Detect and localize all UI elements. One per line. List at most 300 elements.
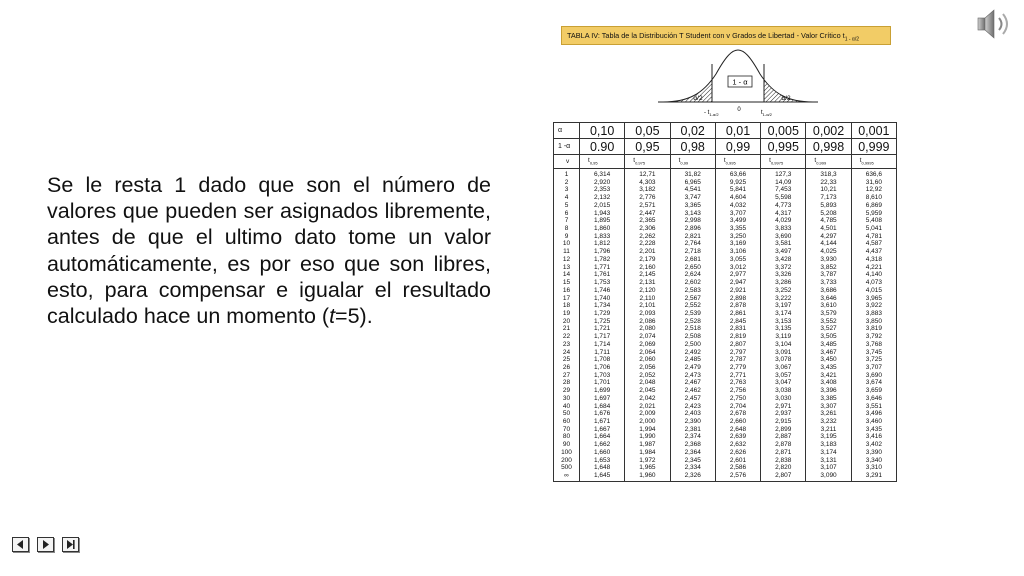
value-cell: 3,707: [715, 210, 760, 218]
value-cell: 3,725: [851, 356, 896, 364]
value-cell: 1,701: [580, 379, 625, 387]
v-cell: 11: [554, 248, 580, 256]
value-cell: 2,447: [625, 210, 670, 218]
value-cell: 2,052: [625, 372, 670, 380]
alpha-label: α: [554, 123, 580, 139]
value-cell: 3,787: [806, 271, 851, 279]
value-cell: 3,078: [761, 356, 806, 364]
value-cell: 5,893: [806, 202, 851, 210]
value-cell: 3,169: [715, 240, 760, 248]
value-cell: 2,626: [715, 449, 760, 457]
table-row: [554, 233, 897, 241]
first-slide-button[interactable]: [12, 537, 29, 552]
table-row: [554, 379, 897, 387]
value-cell: 6,314: [580, 169, 625, 179]
t-label-row: [554, 155, 897, 169]
value-cell: 3,421: [806, 372, 851, 380]
value-cell: 2,845: [715, 318, 760, 326]
next-slide-icon: [38, 538, 53, 551]
value-cell: 1,697: [580, 395, 625, 403]
value-cell: 3,104: [761, 341, 806, 349]
value-cell: 12,92: [851, 186, 896, 194]
value-cell: 2,045: [625, 387, 670, 395]
v-cell: 50: [554, 410, 580, 418]
value-cell: 1,703: [580, 372, 625, 380]
table-row: [554, 333, 897, 341]
value-cell: 3,610: [806, 302, 851, 310]
alpha-cell: 0,02: [670, 123, 715, 139]
value-cell: 2,467: [670, 379, 715, 387]
value-cell: 1,699: [580, 387, 625, 395]
t-label-cell: $t_{0,995}$: [715, 155, 760, 169]
v-cell: 25: [554, 356, 580, 364]
table-row: [554, 349, 897, 357]
value-cell: 3,106: [715, 248, 760, 256]
v-cell: 15: [554, 279, 580, 287]
value-cell: 2,787: [715, 356, 760, 364]
table-row: [554, 310, 897, 318]
value-cell: 4,781: [851, 233, 896, 241]
value-cell: 5,408: [851, 217, 896, 225]
value-cell: 2,518: [670, 325, 715, 333]
value-cell: 3,222: [761, 295, 806, 303]
value-cell: 3,250: [715, 233, 760, 241]
table-row: [554, 464, 897, 472]
v-cell: 2: [554, 179, 580, 187]
alpha-cell: 0,005: [761, 123, 806, 139]
value-cell: 2,101: [625, 302, 670, 310]
axis-right-label: $t_{1-\alpha/2}$: [761, 110, 772, 117]
value-cell: 1,740: [580, 295, 625, 303]
value-cell: 2,479: [670, 364, 715, 372]
value-cell: 2,821: [670, 233, 715, 241]
value-cell: 2,567: [670, 295, 715, 303]
first-slide-icon: [13, 538, 28, 551]
value-cell: 1,684: [580, 403, 625, 411]
t-label-cell: $t_{0,975}$: [625, 155, 670, 169]
table-row: [554, 441, 897, 449]
bell-right-label: α/2: [781, 95, 791, 102]
value-cell: 3,291: [851, 472, 896, 481]
value-cell: 3,153: [761, 318, 806, 326]
value-cell: 3,107: [806, 464, 851, 472]
value-cell: 2,069: [625, 341, 670, 349]
value-cell: 1,676: [580, 410, 625, 418]
v-cell: 1: [554, 169, 580, 179]
value-cell: 4,773: [761, 202, 806, 210]
paragraph-text-end: =5).: [335, 304, 373, 329]
alpha-cell: 0,001: [851, 123, 896, 139]
slide-navigation: [12, 537, 79, 552]
value-cell: 3,747: [670, 194, 715, 202]
table-row: [554, 248, 897, 256]
value-cell: 2,764: [670, 240, 715, 248]
value-cell: 1,648: [580, 464, 625, 472]
value-cell: 2,650: [670, 264, 715, 272]
v-cell: 28: [554, 379, 580, 387]
value-cell: 2,971: [761, 403, 806, 411]
value-cell: 3,310: [851, 464, 896, 472]
value-cell: 2,807: [715, 341, 760, 349]
value-cell: 3,581: [761, 240, 806, 248]
value-cell: 2,807: [761, 472, 806, 481]
value-cell: 3,402: [851, 441, 896, 449]
value-cell: 3,551: [851, 403, 896, 411]
value-cell: 2,583: [670, 287, 715, 295]
value-cell: 3,690: [761, 233, 806, 241]
value-cell: 2,947: [715, 279, 760, 287]
v-cell: 200: [554, 457, 580, 465]
table-row: [554, 287, 897, 295]
value-cell: 6,965: [670, 179, 715, 187]
value-cell: 3,038: [761, 387, 806, 395]
value-cell: 127,3: [761, 169, 806, 179]
value-cell: 4,437: [851, 248, 896, 256]
value-cell: 2,632: [715, 441, 760, 449]
v-cell: 60: [554, 418, 580, 426]
table-row: [554, 256, 897, 264]
value-cell: 3,922: [851, 302, 896, 310]
table-row: [554, 210, 897, 218]
value-cell: 1,721: [580, 325, 625, 333]
value-cell: 3,527: [806, 325, 851, 333]
value-cell: 2,797: [715, 349, 760, 357]
value-cell: 2,660: [715, 418, 760, 426]
value-cell: 63,66: [715, 169, 760, 179]
value-cell: 3,057: [761, 372, 806, 380]
t-label-cell: $t_{0,99}$: [670, 155, 715, 169]
value-cell: 4,221: [851, 264, 896, 272]
value-cell: 1,706: [580, 364, 625, 372]
value-cell: 2,500: [670, 341, 715, 349]
value-cell: 5,041: [851, 225, 896, 233]
value-cell: 9,925: [715, 179, 760, 187]
value-cell: 3,340: [851, 457, 896, 465]
table-row: [554, 169, 897, 179]
value-cell: 3,579: [806, 310, 851, 318]
v-cell: 500: [554, 464, 580, 472]
value-cell: 1,714: [580, 341, 625, 349]
value-cell: 2,899: [761, 426, 806, 434]
value-cell: 2,779: [715, 364, 760, 372]
value-cell: 1,943: [580, 210, 625, 218]
value-cell: 4,303: [625, 179, 670, 187]
value-cell: 3,182: [625, 186, 670, 194]
value-cell: 2,074: [625, 333, 670, 341]
table-row: [554, 426, 897, 434]
value-cell: 1,761: [580, 271, 625, 279]
axis-left-label: - $t_{1-\alpha/2}$: [704, 110, 719, 117]
value-cell: 2,374: [670, 433, 715, 441]
value-cell: 3,450: [806, 356, 851, 364]
value-cell: 2,763: [715, 379, 760, 387]
value-cell: 3,819: [851, 325, 896, 333]
value-cell: 3,690: [851, 372, 896, 380]
alpha-row: [554, 123, 897, 139]
value-cell: 5,598: [761, 194, 806, 202]
value-cell: 3,372: [761, 264, 806, 272]
value-cell: 12,71: [625, 169, 670, 179]
value-cell: 2,009: [625, 410, 670, 418]
value-cell: 2,485: [670, 356, 715, 364]
value-cell: 2,473: [670, 372, 715, 380]
value-cell: 2,381: [670, 426, 715, 434]
value-cell: 2,552: [670, 302, 715, 310]
t-label-cell: $t_{0,999}$: [806, 155, 851, 169]
value-cell: 3,745: [851, 349, 896, 357]
value-cell: 4,785: [806, 217, 851, 225]
alpha-cell: 0,05: [625, 123, 670, 139]
value-cell: 1,987: [625, 441, 670, 449]
value-cell: 3,131: [806, 457, 851, 465]
value-cell: 14,09: [761, 179, 806, 187]
paragraph-text: Se le resta 1 dado que son el número de valores que pueden ser asignados libremente, antes de que el ultimo dato tome un valor automáticamente, es por eso que son libres, esto, para compensar e igualar el resultado calculado hace un momento (: [47, 173, 491, 329]
value-cell: 3,408: [806, 379, 851, 387]
value-cell: 2,756: [715, 387, 760, 395]
t-label-cell: $t_{0,9975}$: [761, 155, 806, 169]
value-cell: 3,496: [851, 410, 896, 418]
value-cell: 2,086: [625, 318, 670, 326]
value-cell: 3,174: [761, 310, 806, 318]
value-cell: 2,160: [625, 264, 670, 272]
value-cell: 2,353: [580, 186, 625, 194]
value-cell: 3,435: [806, 364, 851, 372]
value-cell: 3,467: [806, 349, 851, 357]
value-cell: 2,345: [670, 457, 715, 465]
table-row: [554, 302, 897, 310]
table-row: [554, 356, 897, 364]
value-cell: 2,681: [670, 256, 715, 264]
value-cell: 3,686: [806, 287, 851, 295]
value-cell: 4,015: [851, 287, 896, 295]
table-row: [554, 433, 897, 441]
value-cell: 1,671: [580, 418, 625, 426]
value-cell: 2,639: [715, 433, 760, 441]
value-cell: 3,286: [761, 279, 806, 287]
value-cell: 1,990: [625, 433, 670, 441]
table-row: [554, 387, 897, 395]
value-cell: 2,771: [715, 372, 760, 380]
value-cell: 3,965: [851, 295, 896, 303]
value-cell: 2,718: [670, 248, 715, 256]
last-slide-icon: [63, 538, 78, 551]
value-cell: 8,610: [851, 194, 896, 202]
v-cell: 19: [554, 310, 580, 318]
value-cell: 3,792: [851, 333, 896, 341]
t-label-cell: $t_{0,95}$: [580, 155, 625, 169]
value-cell: 2,920: [580, 179, 625, 187]
v-cell: 6: [554, 210, 580, 218]
value-cell: 3,385: [806, 395, 851, 403]
value-cell: 2,015: [580, 202, 625, 210]
table-row: [554, 217, 897, 225]
value-cell: 3,365: [670, 202, 715, 210]
table-row: [554, 279, 897, 287]
value-cell: 4,501: [806, 225, 851, 233]
table-row: [554, 202, 897, 210]
table-title: [561, 26, 891, 45]
value-cell: 2,998: [670, 217, 715, 225]
table-row: [554, 264, 897, 272]
value-cell: 3,055: [715, 256, 760, 264]
value-cell: 4,073: [851, 279, 896, 287]
table-row: [554, 403, 897, 411]
value-cell: 3,552: [806, 318, 851, 326]
value-cell: 3,396: [806, 387, 851, 395]
value-cell: 2,601: [715, 457, 760, 465]
value-cell: 1,771: [580, 264, 625, 272]
value-cell: 2,576: [715, 472, 760, 481]
table-row: [554, 194, 897, 202]
v-cell: 14: [554, 271, 580, 279]
value-cell: 1,660: [580, 449, 625, 457]
v-cell: 26: [554, 364, 580, 372]
t-label-cell: $t_{0,9995}$: [851, 155, 896, 169]
value-cell: 1,812: [580, 240, 625, 248]
speaker-icon[interactable]: [975, 6, 1015, 42]
value-cell: 2,571: [625, 202, 670, 210]
value-cell: 2,110: [625, 295, 670, 303]
value-cell: 1,782: [580, 256, 625, 264]
bell-left-label: α/2: [693, 95, 703, 102]
value-cell: 1,664: [580, 433, 625, 441]
body-paragraph: [47, 172, 491, 329]
one-minus-alpha-cell: 0,95: [625, 139, 670, 155]
table-row: [554, 395, 897, 403]
value-cell: 2,365: [625, 217, 670, 225]
value-cell: 3,091: [761, 349, 806, 357]
v-cell: 90: [554, 441, 580, 449]
value-cell: 1,753: [580, 279, 625, 287]
value-cell: 3,460: [851, 418, 896, 426]
value-cell: 2,423: [670, 403, 715, 411]
value-cell: 1,708: [580, 356, 625, 364]
value-cell: 1,725: [580, 318, 625, 326]
one-minus-alpha-cell: 0,998: [806, 139, 851, 155]
value-cell: 4,541: [670, 186, 715, 194]
value-cell: 1,645: [580, 472, 625, 481]
value-cell: 2,145: [625, 271, 670, 279]
value-cell: 3,930: [806, 256, 851, 264]
value-cell: 2,915: [761, 418, 806, 426]
value-cell: 2,042: [625, 395, 670, 403]
value-cell: 1,972: [625, 457, 670, 465]
value-cell: 1,965: [625, 464, 670, 472]
value-cell: 2,132: [580, 194, 625, 202]
value-cell: 2,750: [715, 395, 760, 403]
value-cell: 2,492: [670, 349, 715, 357]
value-cell: 10,21: [806, 186, 851, 194]
value-cell: 1,984: [625, 449, 670, 457]
value-cell: 3,232: [806, 418, 851, 426]
v-cell: 22: [554, 333, 580, 341]
value-cell: 4,032: [715, 202, 760, 210]
value-cell: 22,33: [806, 179, 851, 187]
table-row: [554, 410, 897, 418]
value-cell: 2,021: [625, 403, 670, 411]
value-cell: 2,326: [670, 472, 715, 481]
value-cell: 5,841: [715, 186, 760, 194]
one-minus-alpha-row: [554, 139, 897, 155]
value-cell: 3,326: [761, 271, 806, 279]
value-cell: 3,485: [806, 341, 851, 349]
value-cell: 3,047: [761, 379, 806, 387]
value-cell: 1,667: [580, 426, 625, 434]
table-row: [554, 225, 897, 233]
value-cell: 2,056: [625, 364, 670, 372]
value-cell: 4,297: [806, 233, 851, 241]
alpha-cell: 0,10: [580, 123, 625, 139]
v-cell: 27: [554, 372, 580, 380]
value-cell: 3,143: [670, 210, 715, 218]
value-cell: 3,119: [761, 333, 806, 341]
value-cell: 2,871: [761, 449, 806, 457]
value-cell: 2,528: [670, 318, 715, 326]
v-cell: 23: [554, 341, 580, 349]
value-cell: 2,878: [715, 302, 760, 310]
value-cell: 6,869: [851, 202, 896, 210]
value-cell: 3,833: [761, 225, 806, 233]
value-cell: 5,208: [806, 210, 851, 218]
value-cell: 3,211: [806, 426, 851, 434]
value-cell: 2,704: [715, 403, 760, 411]
table-row: [554, 457, 897, 465]
value-cell: 2,462: [670, 387, 715, 395]
value-cell: 2,000: [625, 418, 670, 426]
value-cell: 2,064: [625, 349, 670, 357]
table-row: [554, 372, 897, 380]
value-cell: 3,435: [851, 426, 896, 434]
v-cell: 9: [554, 233, 580, 241]
value-cell: 318,3: [806, 169, 851, 179]
value-cell: 2,228: [625, 240, 670, 248]
value-cell: 2,120: [625, 287, 670, 295]
v-cell: 13: [554, 264, 580, 272]
v-cell: 30: [554, 395, 580, 403]
value-cell: 1,662: [580, 441, 625, 449]
table-title-text: TABLA IV: Tabla de la Distribución T Student con v Grados de Libertad - Valor Crítico t: [567, 31, 845, 40]
value-cell: 4,318: [851, 256, 896, 264]
value-cell: 3,883: [851, 310, 896, 318]
table-row: [554, 341, 897, 349]
value-cell: 3,252: [761, 287, 806, 295]
last-slide-button[interactable]: [62, 537, 79, 552]
v-cell: 7: [554, 217, 580, 225]
value-cell: 3,428: [761, 256, 806, 264]
value-cell: 2,306: [625, 225, 670, 233]
value-cell: 3,768: [851, 341, 896, 349]
value-cell: 2,364: [670, 449, 715, 457]
v-cell: 100: [554, 449, 580, 457]
value-cell: 3,674: [851, 379, 896, 387]
value-cell: 3,067: [761, 364, 806, 372]
next-slide-button[interactable]: [37, 537, 54, 552]
v-cell: 16: [554, 287, 580, 295]
value-cell: 2,896: [670, 225, 715, 233]
value-cell: 2,624: [670, 271, 715, 279]
value-cell: 2,602: [670, 279, 715, 287]
value-cell: 3,307: [806, 403, 851, 411]
table-row: [554, 179, 897, 187]
value-cell: 7,173: [806, 194, 851, 202]
value-cell: 4,029: [761, 217, 806, 225]
value-cell: 2,060: [625, 356, 670, 364]
value-cell: 3,197: [761, 302, 806, 310]
value-cell: 2,048: [625, 379, 670, 387]
table-row: [554, 240, 897, 248]
v-cell: 10: [554, 240, 580, 248]
one-minus-alpha-cell: 0,98: [670, 139, 715, 155]
